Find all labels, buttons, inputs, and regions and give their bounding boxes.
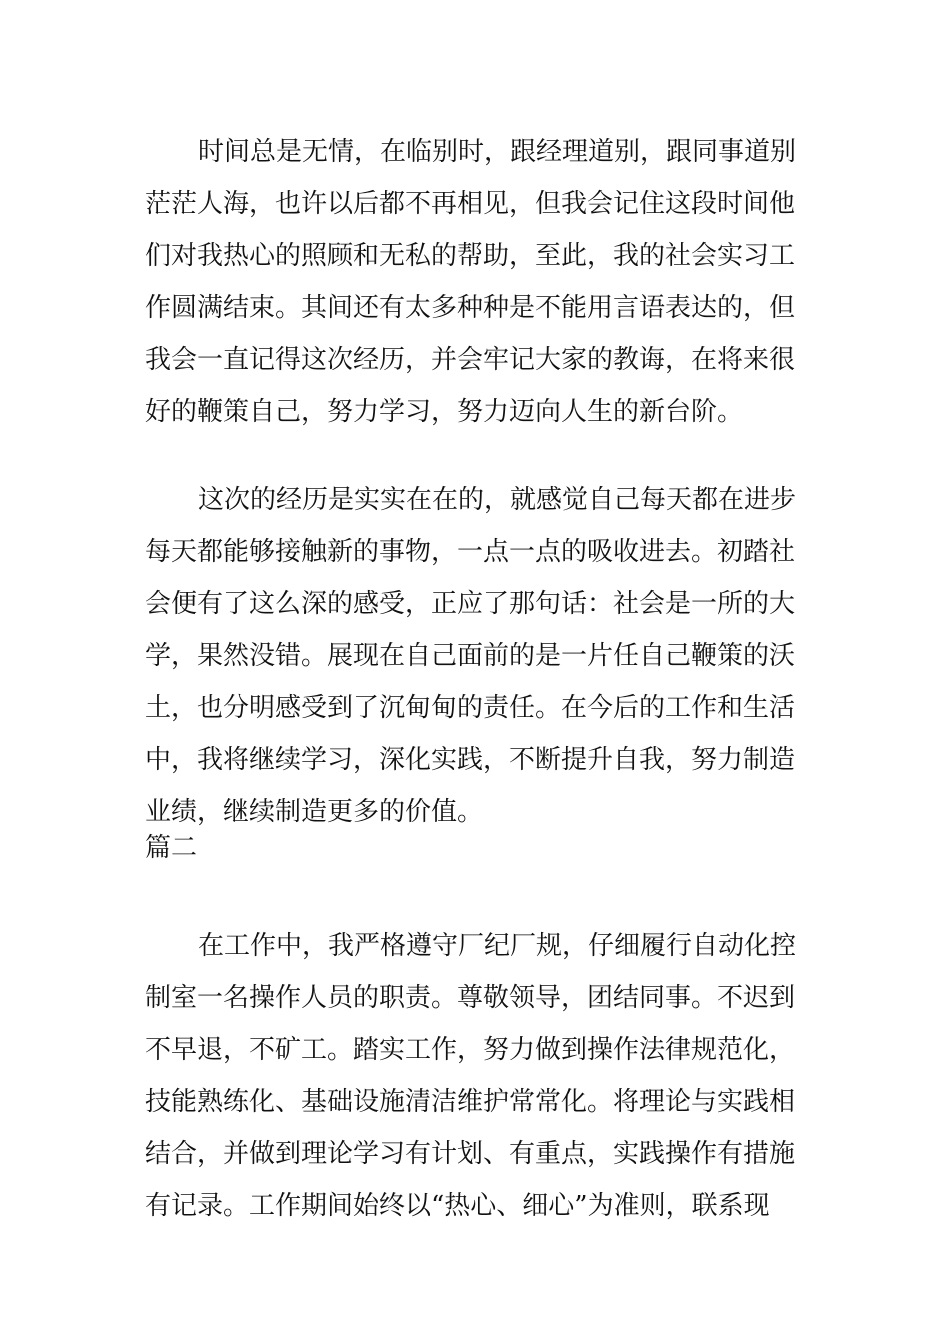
paragraph-2-line-1: 这次的经历是实实在在的，就感觉自己每天都在进步 bbox=[198, 485, 797, 515]
paragraph-1-line-2: 茫茫人海，也许以后都不再相见，但我会记住这段时间他 bbox=[145, 189, 796, 219]
paragraph-3-line-6: 有记录。工作期间始终以“热心、细心”为准则，联系现 bbox=[145, 1191, 770, 1221]
paragraph-2-line-3: 会便有了这么深的感受，正应了那句话：社会是一所的大 bbox=[145, 589, 796, 619]
paragraph-2-line-6: 中，我将继续学习，深化实践，不断提升自我，努力制造 bbox=[145, 745, 796, 775]
section-heading: 篇二 bbox=[145, 833, 198, 863]
paragraph-3-line-3: 不早退，不矿工。踏实工作，努力做到操作法律规范化， bbox=[145, 1035, 796, 1065]
paragraph-1-line-4: 作圆满结束。其间还有太多种种是不能用言语表达的，但 bbox=[145, 293, 796, 323]
paragraph-1-line-5: 我会一直记得这次经历，并会牢记大家的教诲，在将来很 bbox=[145, 345, 796, 375]
paragraph-3-line-5: 结合，并做到理论学习有计划、有重点，实践操作有措施 bbox=[145, 1139, 796, 1169]
paragraph-2-line-4: 学，果然没错。展现在自己面前的是一片任自己鞭策的沃 bbox=[145, 641, 796, 671]
paragraph-2-line-7: 业绩，继续制造更多的价值。 bbox=[145, 797, 484, 827]
paragraph-3-line-4: 技能熟练化、基础设施清洁维护常常化。将理论与实践相 bbox=[145, 1087, 796, 1117]
paragraph-1-line-6: 好的鞭策自己，努力学习，努力迈向人生的新台阶。 bbox=[145, 397, 744, 427]
paragraph-1-line-3: 们对我热心的照顾和无私的帮助，至此，我的社会实习工 bbox=[145, 241, 796, 271]
paragraph-1-line-1: 时间总是无情，在临别时，跟经理道别，跟同事道别 bbox=[198, 137, 797, 167]
paragraph-2-line-5: 土，也分明感受到了沉甸甸的责任。在今后的工作和生活 bbox=[145, 693, 796, 723]
paragraph-3-line-1: 在工作中，我严格遵守厂纪厂规，仔细履行自动化控 bbox=[198, 931, 797, 961]
paragraph-3-line-2: 制室一名操作人员的职责。尊敬领导，团结同事。不迟到 bbox=[145, 983, 796, 1013]
paragraph-2-line-2: 每天都能够接触新的事物，一点一点的吸收进去。初踏社 bbox=[145, 537, 796, 567]
